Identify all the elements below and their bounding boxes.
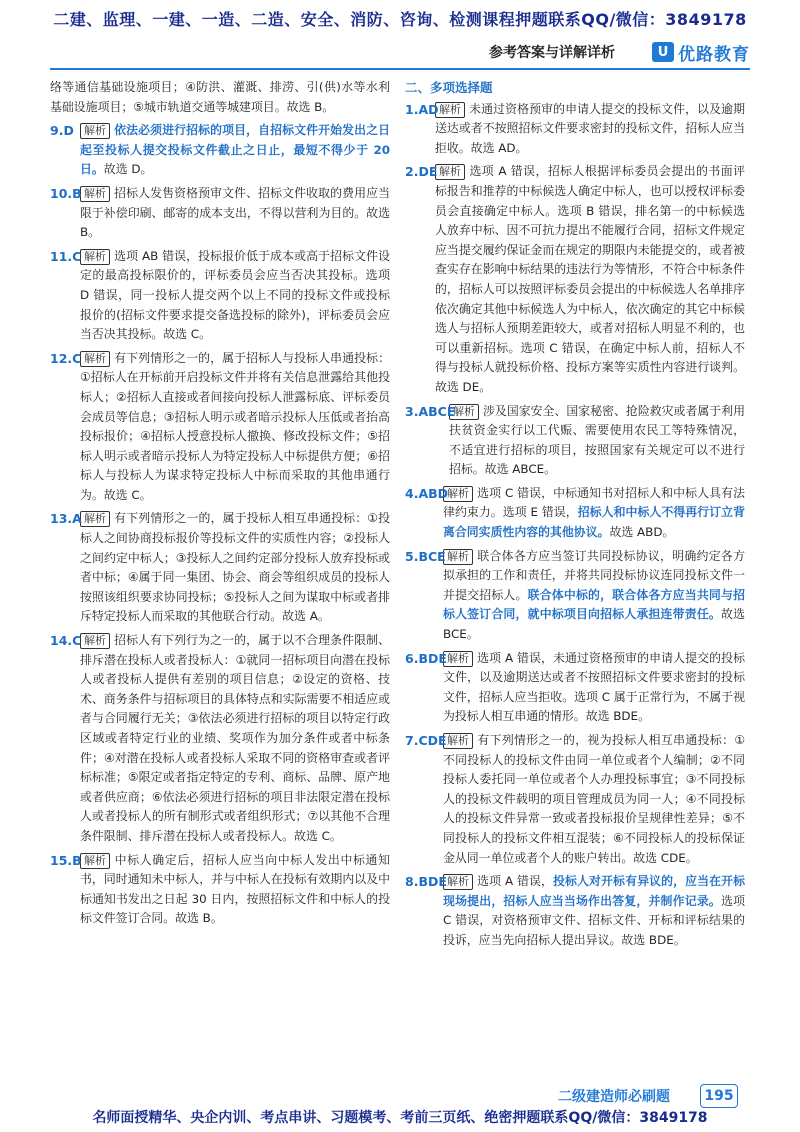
answer-item-3 bbox=[405, 402, 745, 480]
answer-text: 有下列情形之一的，属于投标人相互串通投标：①投标人之间协商投标报价等投标文件的实质性内容；②投标人之间约定中标人；③投标人之间约定部分投标人放弃投标或者中标；④属于同一集团、协会、商会等组织成员的投标人按照该组织要求协同投标；⑤投标人之间为谋取中标或者排斥特定投标人而采取的其他联合行动。故选 A。 bbox=[80, 511, 390, 624]
continued-text: 络等通信基础设施项目；④防洪、灌溉、排涝、引(供)水等水利基础设施项目；⑤城市轨道交通等城建项目。故选 B。 bbox=[50, 80, 390, 114]
analysis-tag: 解析 bbox=[443, 549, 473, 565]
analysis-tag: 解析 bbox=[80, 351, 110, 367]
footer-book-title: 二级建造师必刷题 bbox=[558, 1089, 670, 1105]
header-title: 参考答案与详解详析 bbox=[489, 45, 615, 61]
answer-number: 11.C bbox=[50, 248, 82, 264]
answer-number: 6.BDE bbox=[405, 650, 447, 666]
answer-number: 10.B bbox=[50, 185, 82, 201]
page-header bbox=[0, 40, 800, 68]
answer-number: 7.CDE bbox=[405, 733, 447, 748]
logo-text: 优路教育 bbox=[678, 44, 750, 65]
analysis-tag: 解析 bbox=[80, 123, 110, 139]
answer-highlight: 投标人对开标有异议的，应当在开标现场提出，招标人应当当场作出答复，并制作记录。 bbox=[443, 874, 745, 908]
answer-text: 选项 C 错误，中标通知书对招标人和中标人具有法律约束力。选项 E 错误， bbox=[443, 485, 745, 520]
answer-text: 中标人确定后，招标人应当向中标人发出中标通知书，同时通知未中标人，并与中标人在投标有效期内以及中标通知书发出之日起 30 日内，按照招标文件和中标人的投标文件签订合同。故选 B。 bbox=[80, 852, 390, 926]
answer-item-6 bbox=[405, 649, 745, 727]
bottom-banner: 名师面授精华、央企内训、考点串讲、习题模考、考前三页纸、绝密押题联系QQ/微信：3849178 bbox=[92, 1110, 708, 1126]
answer-item-9 bbox=[50, 121, 390, 180]
analysis-tag: 解析 bbox=[443, 874, 473, 890]
answer-text: 未通过资格预审的申请人提交的投标文件，以及逾期送达或者不按照招标文件要求密封的投标文件，招标人应当拒收。故选 AD。 bbox=[435, 101, 745, 155]
answer-text: 联合体各方应当签订共同投标协议，明确约定各方拟承担的工作和责任，并将共同投标协议连同投标文件一并提交招标人。 bbox=[443, 548, 745, 602]
top-banner: 二建、监理、一建、一造、二造、安全、消防、咨询、检测课程押题联系QQ/微信：3849178 bbox=[53, 10, 747, 29]
answer-text: 有下列情形之一的，视为投标人相互串通投标：①不同投标人的投标文件由同一单位或者个人编制；②不同投标人委托同一单位或者个人办理投标事宜；③不同投标人的投标文件载明的项目管理成员为同一人；④不同投标人的投标文件异常一致或者投标报价呈规律性差异；⑤不同投标人的投标文件相互混装；⑥不同投标人的投标保证金从同一单位或者个人的账户转出。故选 CDE。 bbox=[443, 733, 745, 865]
brand-logo bbox=[652, 40, 750, 64]
answer-item-2 bbox=[405, 162, 745, 397]
answer-tail: 选项 C 错误，对资格预审文件、招标文件、开标和评标结果的投诉，应当先向招标人提出异议。故选 BDE。 bbox=[443, 893, 745, 947]
analysis-tag: 解析 bbox=[80, 633, 110, 649]
answer-text: 选项 AB 错误，投标报价低于成本或高于招标文件设定的最高投标限价的，评标委员会应当否决其投标。选项 D 错误，同一投标人提交两个以上不同的投标文件或投标报价的(招标文件要求提交备选投标的除外)，评标委员会应当否决其投标。故选 C。 bbox=[80, 248, 390, 342]
analysis-tag: 解析 bbox=[80, 511, 110, 527]
answer-number: 5.BCE bbox=[405, 548, 446, 564]
answer-item-10 bbox=[50, 184, 390, 243]
answer-item-15 bbox=[50, 851, 390, 929]
answer-item-7 bbox=[405, 731, 745, 868]
analysis-tag: 解析 bbox=[443, 486, 473, 502]
right-column bbox=[405, 78, 745, 955]
analysis-tag: 解析 bbox=[80, 249, 110, 265]
answer-number: 8.BDE bbox=[405, 874, 447, 890]
answer-item-8 bbox=[405, 872, 745, 950]
answer-text: 招标人有下列行为之一的，属于以不合理条件限制、排斥潜在投标人或者投标人：①就同一招标项目向潜在投标人或者投标人提供有差别的项目信息；②设定的资格、技术、商务条件与招标项目的具体特点和实际需要不相适应或者与合同履行无关；③依法必须进行招标的项目以特定行政区域或者特定行业的业绩、奖项作为加分条件或者中标条件；④对潜在投标人或者投标人采取不同的资格审查或者评标标准；⑤限定或者指定特定的专利、商标、品牌、原产地或者供应商；⑥依法必须进行招标的项目非法限定潜在投标人或者投标人的所有制形式或者组织形式；⑦以其他不合理条件限制、排斥潜在投标人或者投标人。故选 C。 bbox=[80, 633, 390, 843]
analysis-tag: 解析 bbox=[443, 733, 473, 749]
analysis-tag: 解析 bbox=[80, 186, 110, 202]
answer-number: 1.AD bbox=[405, 101, 439, 117]
analysis-tag: 解析 bbox=[449, 404, 479, 420]
answer-text: 有下列情形之一的，属于招标人与投标人串通投标：①招标人在开标前开启投标文件并将有关信息泄露给其他投标人；②招标人直接或者间接向投标人泄露标底、评标委员会成员等信息；③招标人明示或者暗示投标人压低或者抬高投标报价；④招标人授意投标人撤换、修改投标文件；⑤招标人明示或者暗示投标人为特定投标人中标提供方便；⑥招标人与投标人为谋求特定投标人中标而采取的其他串通行为。故选 C。 bbox=[80, 350, 390, 502]
analysis-tag: 解析 bbox=[80, 853, 110, 869]
answer-text: 故选 D。 bbox=[103, 162, 153, 177]
page-number: 195 bbox=[700, 1084, 738, 1108]
answer-number: 9.D bbox=[50, 123, 74, 139]
answer-text: 选项 A 错误，招标人根据评标委员会提出的书面评标报告和推荐的中标候选人确定中标人，也可以授权评标委员会直接确定中标人。选项 B 错误，排名第一的中标候选人放弃中标、因不可抗力提出不能履行合同，招标文件规定应当提交履约保证金而在规定的期限内未能提交的，或者被查实存在影响中标结果的违法行为等情形，不符合中标条件的，招标人可以按照评标委员会提出的中标候选人名单排序依次确定其他中标候选人为中标人，依次确定的其它中标候选人与招标人预期差距较大，或者对招标人明显不利的，也可以重新招标。选项 C 错误，在确定中标人前，招标人不得与投标人就投标价格、投标方案等实质性内容进行谈判。故选 DE。 bbox=[435, 164, 745, 394]
answer-item-5 bbox=[405, 547, 745, 645]
answer-item-13 bbox=[50, 509, 390, 627]
answer-highlight: 依法必须进行招标的项目，自招标文件开始发出之日起至投标人提交投标文件截止之日止，最短不得少于 20 日。 bbox=[80, 123, 390, 177]
answer-tail: 故选 BCE。 bbox=[443, 607, 745, 642]
answer-item-4 bbox=[405, 484, 745, 543]
answer-item-11 bbox=[50, 247, 390, 345]
answer-number: 3.ABCE bbox=[405, 403, 456, 419]
answer-item-1 bbox=[405, 100, 745, 159]
answer-item-12 bbox=[50, 349, 390, 506]
answer-tail: 故选 ABD。 bbox=[609, 525, 675, 540]
analysis-tag: 解析 bbox=[443, 651, 473, 667]
answer-number: 12.C bbox=[50, 350, 82, 366]
logo-icon: U bbox=[652, 42, 674, 62]
answer-highlight: 招标人和中标人不得再行订立背离合同实质性内容的其他协议。 bbox=[443, 505, 745, 540]
answer-text: 涉及国家安全、国家秘密、抢险救灾或者属于利用扶贫资金实行以工代赈、需要使用农民工等特殊情况，不适宜进行招标的项目，按照国家有关规定可以不进行招标。故选 ABCE。 bbox=[449, 403, 745, 477]
answer-number: 14.C bbox=[50, 633, 82, 649]
answer-number: 4.ABD bbox=[405, 485, 449, 501]
answer-number: 15.B bbox=[50, 852, 82, 868]
answer-text: 选项 A 错误， bbox=[477, 874, 554, 889]
header-divider bbox=[50, 68, 750, 70]
left-column bbox=[50, 78, 390, 933]
answer-text: 招标人发售资格预审文件、招标文件收取的费用应当限于补偿印刷、邮寄的成本支出，不得以营利为目的。故选 B。 bbox=[80, 185, 390, 240]
answer-highlight: 联合体中标的，联合体各方应当共同与招标人签订合同，就中标项目向招标人承担连带责任。 bbox=[443, 587, 745, 622]
section-title: 二、多项选择题 bbox=[405, 80, 493, 95]
answer-item-14 bbox=[50, 631, 390, 847]
answer-number: 13.A bbox=[50, 511, 82, 527]
analysis-tag: 解析 bbox=[435, 164, 465, 180]
analysis-tag: 解析 bbox=[435, 102, 465, 118]
answer-text: 选项 A 错误，未通过资格预审的申请人提交的投标文件，以及逾期送达或者不按照招标文件要求密封的投标文件，招标人应当拒收。选项 C 属于正常行为，不属于视为投标人相互串通的情形。故选 BDE。 bbox=[443, 650, 745, 724]
answer-number: 2.DE bbox=[405, 164, 438, 180]
